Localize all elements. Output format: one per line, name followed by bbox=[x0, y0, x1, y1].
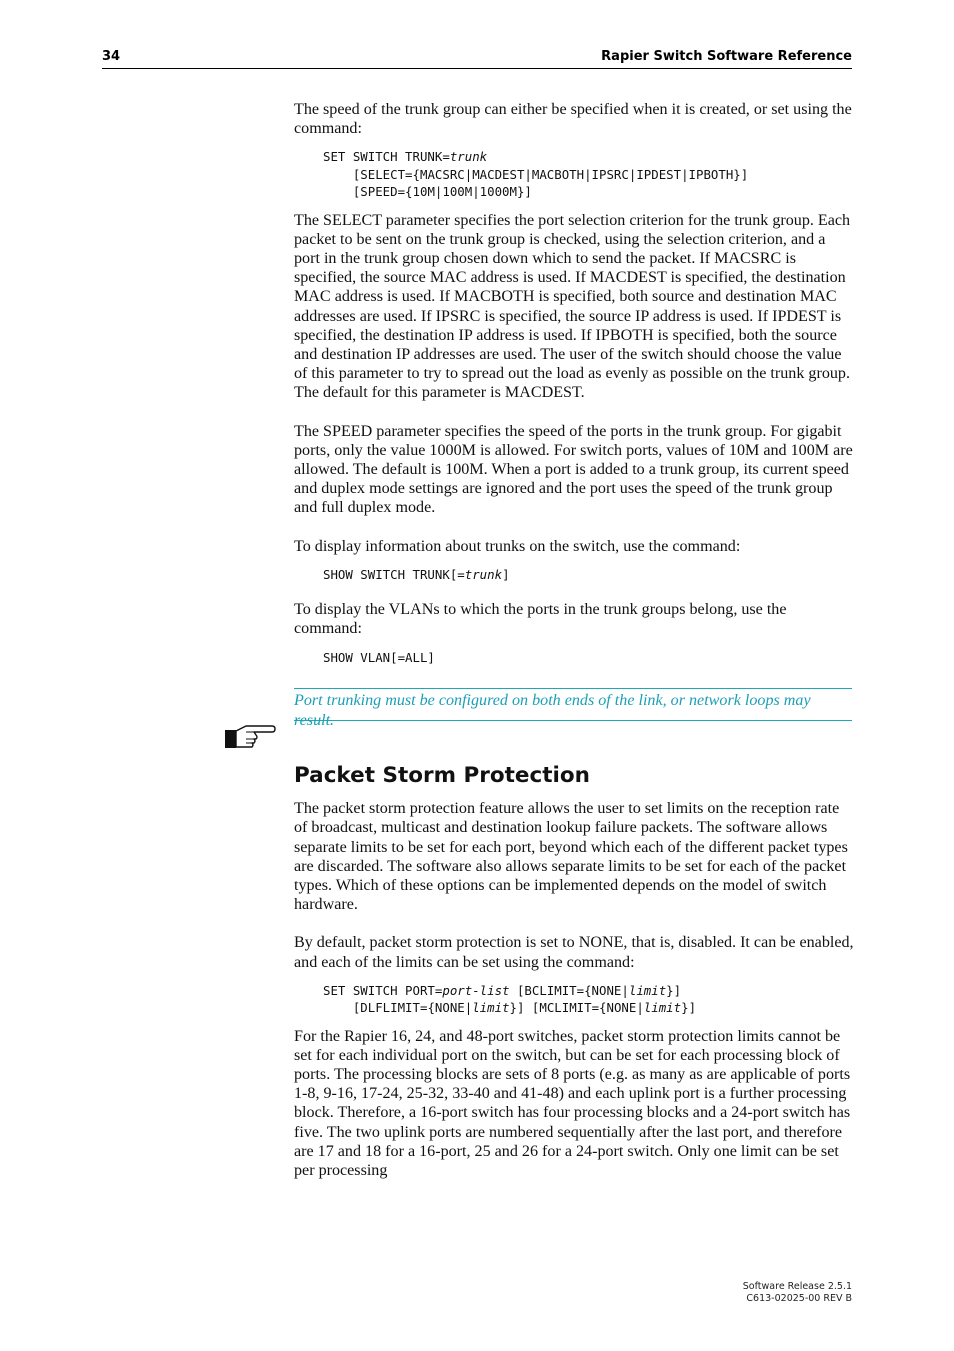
page-header bbox=[102, 48, 852, 69]
paragraph-select-parameter: The SELECT parameter specifies the port selection criterion for the trunk group. Each packet to be sent on the trunk group is checked, using the selection criterion, and a port in the trunk group chosen down which to send the packet. If MACSRC is specified, the source MAC address is used. If MACDEST is specified, the destination MAC address is used. If MACBOTH is specified, both source and destination MAC addresses are used. If IPSRC is specified, the source IP address is used. If IPDEST is specified, the destination IP address is used. If IPBOTH is specified, both the source and destination IP addresses are used. The user of the switch should choose the value of this parameter to try to spread out the load as evenly as possible on the trunk group. The default for this parameter is MACDEST. bbox=[294, 211, 851, 402]
code-show-switch-trunk: SHOW SWITCH TRUNK[=trunk] bbox=[323, 566, 510, 582]
page-number: 34 bbox=[102, 49, 121, 64]
paragraph-rapier-limits: For the Rapier 16, 24, and 48-port switches, packet storm protection limits cannot be set for each individual port on the switch, but can be set for each processing block of ports. The processing blocks are sets of 8 ports (e.g. as many as are applicable of ports 1-8, 9-16, 17-24, 25-32, 33-40 and 41-48) and each uplink port is a further processing block. Therefore, a 16-port switch has four processing blocks and a 24-port switch has five. The two uplink ports are numbered sequentially after the last port, and therefore are 17 and 18 for a 16-port, 25 and 26 for a 24-port switch. Only one limit can be set per processing bbox=[294, 1027, 851, 1179]
code-set-switch-trunk: SET SWITCH TRUNK=trunk [SELECT={MACSRC|MACDEST|MACBOTH|IPSRC|IPDEST|IPBOTH}] [SPEED={10M|100M|1000M}] bbox=[323, 149, 749, 200]
paragraph-speed-parameter: The SPEED parameter specifies the speed of the ports in the trunk group. For gigabit ports, only the value 1000M is allowed. For switch ports, values of 10M and 100M are allowed. The default is 100M. When a port is added to a trunk group, its current speed and duplex mode settings are ignored and the port uses the speed of the trunk group and full duplex mode. bbox=[294, 422, 853, 517]
note-port-trunking: Port trunking must be configured on both ends of the link, or network loops may result. bbox=[294, 688, 852, 721]
running-title: Rapier Switch Software Reference bbox=[601, 49, 852, 64]
paragraph-speed-intro: The speed of the trunk group can either be specified when it is created, or set using the command: bbox=[294, 101, 852, 138]
footer-release: Software Release 2.5.1 bbox=[742, 1281, 852, 1292]
paragraph-storm-feature: The packet storm protection feature allows the user to set limits on the reception rate of broadcast, multicast and destination lookup failure packets. The software allows separate limits to be set for each port, beyond which each of the different packet types are discarded. The software also allows separate limits to be set for each of the packet types. Which of these options can be implemented depends on the model of switch hardware. bbox=[294, 800, 848, 914]
paragraph-storm-default: By default, packet storm protection is set to NONE, that is, disabled. It can be enabled, and each of the limits can be set using the command: bbox=[294, 934, 854, 971]
page-footer bbox=[743, 1281, 852, 1305]
section-heading: Packet Storm Protection bbox=[294, 763, 590, 789]
pointing-hand-icon bbox=[224, 720, 276, 750]
paragraph-display-trunks: To display information about trunks on the switch, use the command: bbox=[294, 537, 741, 555]
paragraph-display-vlans: To display the VLANs to which the ports in the trunk groups belong, use the command: bbox=[294, 601, 787, 638]
page-body bbox=[294, 100, 854, 1180]
code-set-switch-port: SET SWITCH PORT=port-list [BCLIMIT={NONE|limit}] [DLFLIMIT={NONE|limit}] [MCLIMIT={NONE|limit}] bbox=[323, 982, 697, 1016]
code-show-vlan: SHOW VLAN[=ALL] bbox=[323, 649, 435, 665]
footer-doc-id: C613-02025-00 REV B bbox=[746, 1293, 852, 1304]
